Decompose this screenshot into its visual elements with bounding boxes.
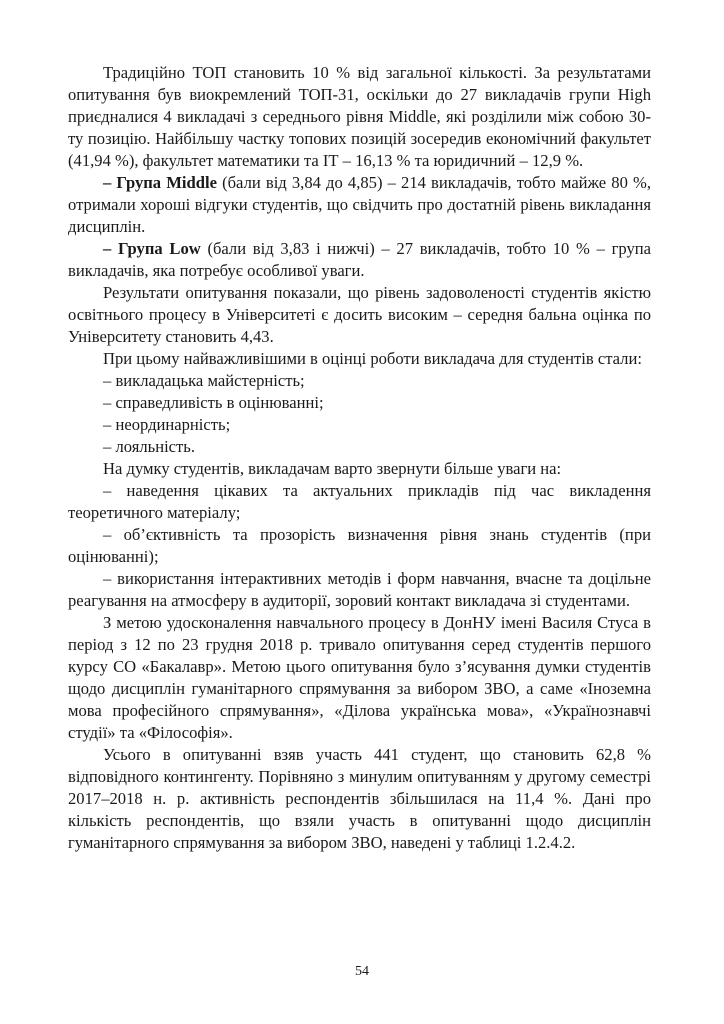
paragraph-group-middle	[68, 172, 651, 238]
group-middle-text: (бали від 3,84 до 4,85) – 214 викладачів, тобто майже 80 %, отримали хороші відгуки студентів, що свідчить про достатній рівень викладання дисциплін.	[68, 173, 651, 236]
document-body	[68, 62, 651, 854]
list-item: – справедливість в оцінюванні;	[103, 393, 324, 412]
group-middle-label: – Група Middle	[103, 173, 217, 192]
list-item: – викладацька майстерність;	[103, 371, 305, 390]
group-low-label: – Група Low	[103, 239, 201, 258]
paragraph-top-group: Традиційно ТОП становить 10 % від загальної кількості. За результатами опитування був виокремлений ТОП-31, оскільки до 27 викладачів групи High приєдналися 4 викладачі з середнього рівня Middle, які розділили між собою 30-ту позицію. Найбільшу частку топових позицій зосередив економічний факультет (41,94 %), факультет математики та ІТ – 16,13 % та юридичний – 12,9 %.	[68, 63, 651, 170]
paragraph-attention-intro: На думку студентів, викладачам варто звернути більше уваги на:	[103, 459, 562, 478]
list-item: – використання інтерактивних методів і форм навчання, вчасне та доцільне реагування на атмосферу в аудиторії, зоровий контакт викладача зі студентами.	[68, 569, 651, 610]
list-item: – лояльність.	[103, 437, 196, 456]
paragraph-improvement: З метою удосконалення навчального процесу в ДонНУ імені Василя Стуса в період з 12 по 23 грудня 2018 р. тривало опитування серед студентів першого курсу СО «Бакалавр». Метою цього опитування було з’ясування думки студентів щодо дисциплін гуманітарного спрямування за вибором ЗВО, а саме «Іноземна мова професійного спрямування», «Ділова українська мова», «Українознавчі студії» та «Філософія».	[68, 613, 651, 742]
list-item: – наведення цікавих та актуальних прикладів під час викладення теоретичного матеріалу;	[68, 481, 651, 522]
paragraph-group-low	[68, 238, 651, 282]
list-item: – об’єктивність та прозорість визначення рівня знань студентів (при оцінюванні);	[68, 525, 651, 566]
list-item: – неординарність;	[103, 415, 231, 434]
paragraph-survey-result: Результати опитування показали, що рівень задоволеності студентів якістю освітнього процесу в Університеті є досить високим – середня бальна оцінка по Університету становить 4,43.	[68, 283, 651, 346]
page-number: 54	[355, 964, 369, 979]
paragraph-participation: Усього в опитуванні взяв участь 441 студент, що становить 62,8 % відповідного контингенту. Порівняно з минулим опитуванням у другому семестрі 2017–2018 н. р. активність респондентів збільшилася на 11,4 %. Дані про кількість респондентів, що взяли участь в опитуванні щодо дисциплін гуманітарного спрямування за вибором ЗВО, наведені у таблиці 1.2.4.2.	[68, 745, 651, 852]
group-low-text: (бали від 3,83 і нижчі) – 27 викладачів, тобто 10 % – група викладачів, яка потребує особливої уваги.	[68, 239, 651, 280]
paragraph-important-intro: При цьому найважливішими в оцінці роботи викладача для студентів стали:	[103, 349, 642, 368]
